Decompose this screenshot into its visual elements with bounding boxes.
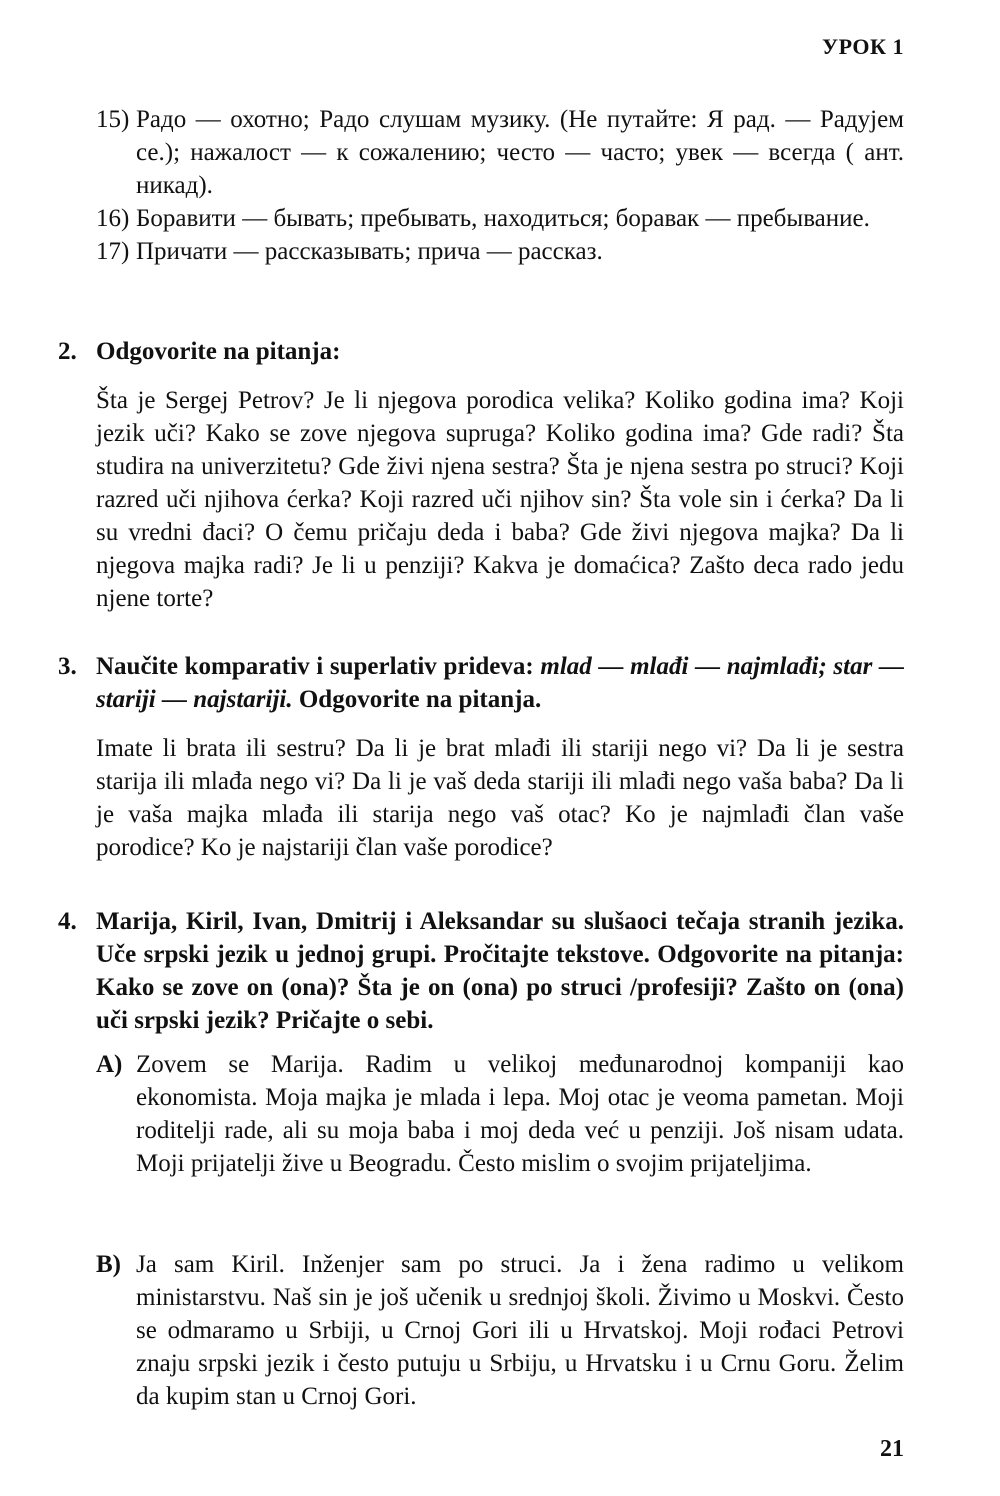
exercise-questions: Šta je Sergej Petrov? Je li njegova porodica velika? Koliko godina ima? Koji jezik uči? Kako se zove njegova supruga? Koliko godina ima? Gde radi? Šta studira na univerzitetu? Gde živi njena sestra? Šta je njena sestra po struci? Koji razred uči njihova ćerka? Koji razred uči njihov sin? Šta vole sin i ćerka? Da li su vredni đaci? O čemu pričaju deda i baba? Gde živi njegova majka? Da li njegova majka radi? Je li u penziji? Kakva je domaćica? Zašto deca rado jedu njene torte? [96,387,904,612]
exercise-4 [58,905,904,1053]
exercise-title [96,650,904,716]
vocab-text: Причати — рассказывать; прича — рассказ. [136,238,603,265]
vocab-text: Боравити — бывать; пребывать, находиться; боравак — пребывание. [136,205,870,232]
exercise-heading [58,905,904,1037]
text-a-block [58,1048,904,1180]
exercise-title: Odgovorite na pitanja: [96,338,341,365]
vocab-item-15 [96,103,904,202]
exercise-3 [58,650,904,864]
exercise-heading [58,335,904,368]
exercise-questions: Imate li brata ili sestru? Da li je brat mlađi ili stariji nego vi? Da li je sestra starija ili mlađa nego vi? Da li je vaš deda stariji ili mlađi nego vaša baba? Da li je vaša majka mlađa ili starija nego vaš otac? Ko je najmlađi član vaše porodice? Ko je najstariji član vaše porodice? [96,735,904,861]
vocab-number: 17) [96,238,130,265]
text-a-label: A) [96,1051,123,1078]
exercise-heading [58,650,904,716]
exercise-number: 3. [58,653,77,680]
running-header: УРОК 1 [821,34,904,59]
exercise-number: 4. [58,908,77,935]
text-b [96,1248,904,1413]
title-part-1: Naučite komparativ i superlativ prideva: [96,653,541,680]
text-a-body: Zovem se Marija. Radim u velikoj međunarodnoj kompaniji kao ekonomista. Moja majka je mlada i lepa. Moj otac je veoma pametan. Moji roditelji rade, ali su moja baba i moj deda već u penziji. Još nisam udata. Moji prijatelji žive u Beogradu. Često mislim o svojim prijateljima. [136,1051,904,1177]
vocabulary-list [96,103,904,268]
vocab-item-17 [96,235,904,268]
exercise-number: 2. [58,338,77,365]
text-b-block [58,1248,904,1413]
title-part-2: Odgovorite na pitanja. [292,686,542,713]
text-b-body: Ja sam Kiril. Inženjer sam po struci. Ja i žena radimo u velikom ministarstvu. Naš sin je još učenik u srednjoj školi. Živimo u Moskvi. Često se odmaramo u Srbiji, u Crnoj Gori ili u Hrvatskoj. Moji rođaci Petrovi znaju srpski jezik i često putuju u Srbiju, u Hrvatsku i u Crnu Goru. Želim da kupim stan u Crnoj Gori. [136,1251,904,1410]
text-a [96,1048,904,1180]
exercise-title: Marija, Kiril, Ivan, Dmitrij i Aleksandar su slušaoci tečaja stranih jezika. Uče srpski jezik u jednoj grupi. Pročitajte tekstove. Odgovorite na pitanja: Kako se zove on (ona)? Šta je on (ona) po struci /profesiji? Zašto on (ona) uči srpski jezik? Pričajte o sebi. [96,908,904,1034]
page-number: 21 [880,1436,904,1462]
vocab-number: 15) [96,106,130,133]
exercise-2 [58,335,904,615]
vocab-item-16 [96,202,904,235]
title-examples: mlad — mlađi — najmlađi; star — stariji — najstariji. [96,653,904,713]
vocab-text: Радо — охотно; Радо слушам музику. (Не путайте: Я рад. — Радујем се.); нажалост — к сожалению; често — часто; увек — всегда ( ант. никад). [136,106,904,199]
vocab-number: 16) [96,205,130,232]
text-b-label: B) [96,1251,121,1278]
